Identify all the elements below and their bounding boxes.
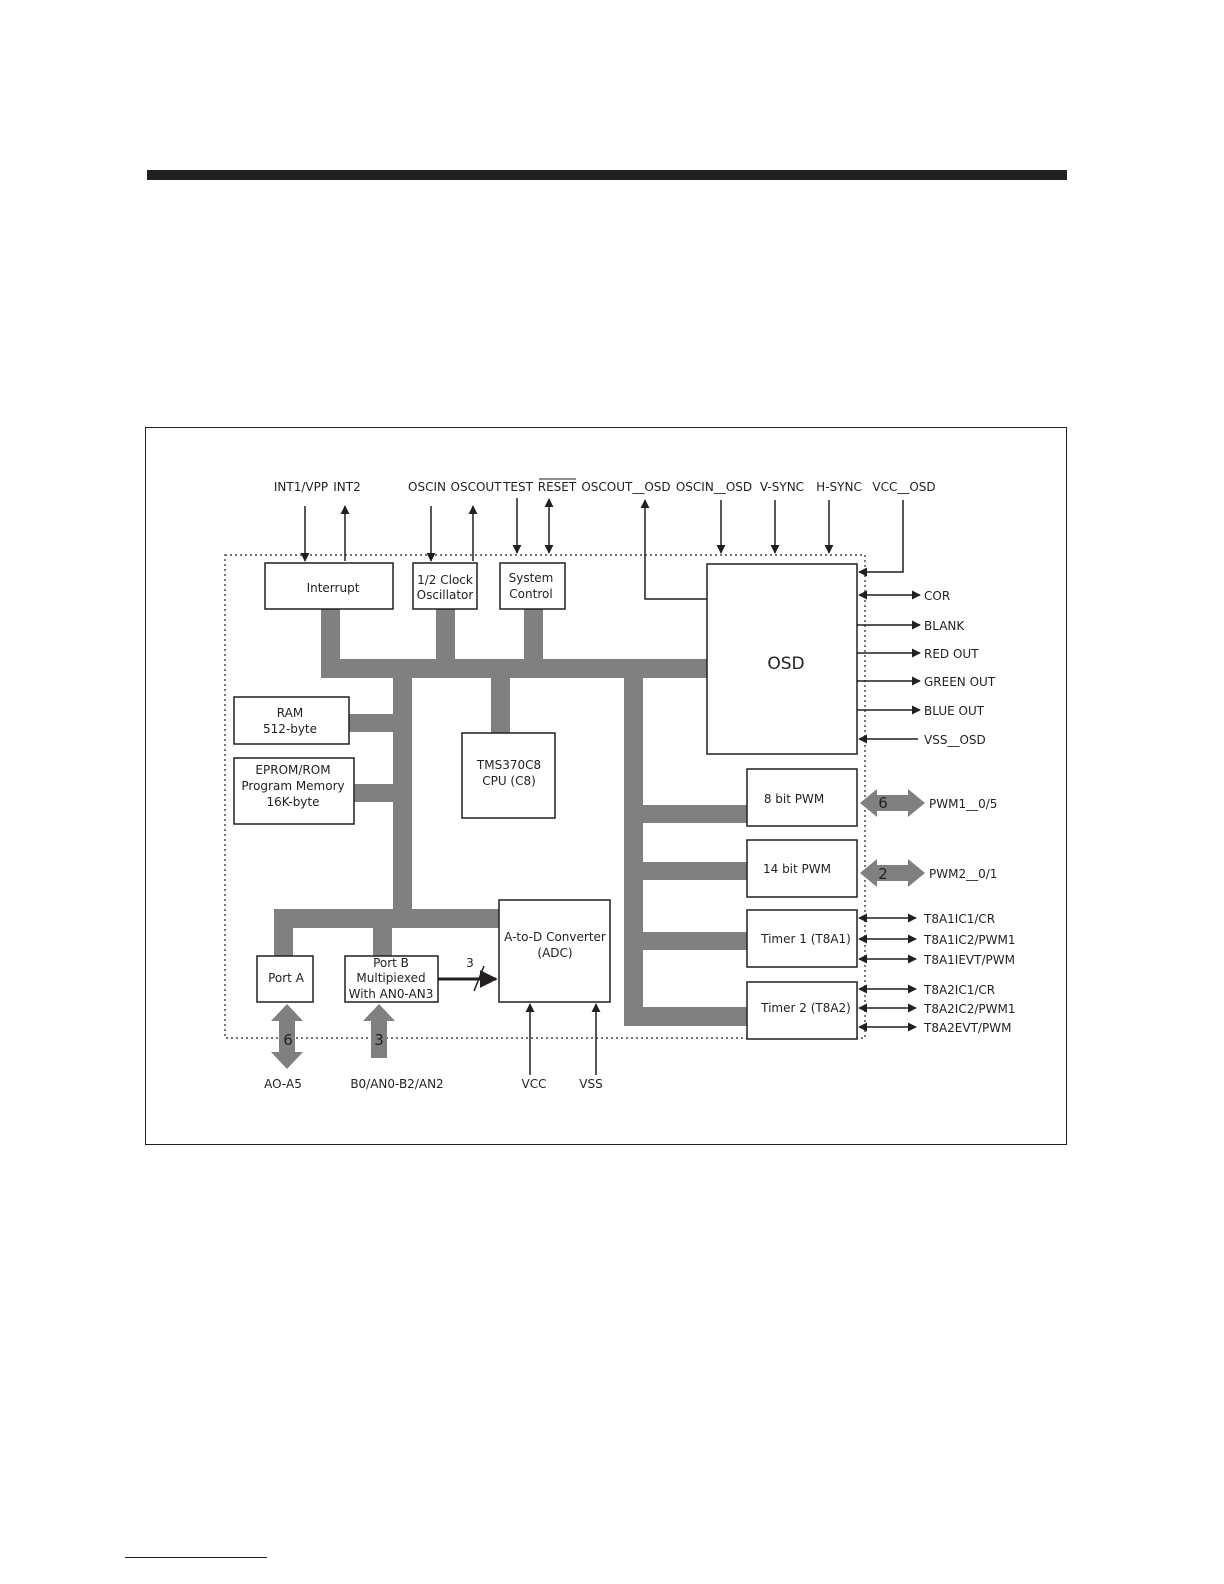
port-b-label-line1: Port B — [373, 956, 409, 970]
timer1-label: Timer 1 (T8A1) — [761, 932, 851, 946]
osd-out-vss-osd: VSS__OSD — [924, 733, 986, 747]
eprom-label-line3: 16K-byte — [266, 795, 320, 809]
osd-label: OSD — [767, 654, 805, 674]
cpu-label-line2: CPU (C8) — [482, 774, 536, 788]
timer1-pin-1: T8A1IC1/CR — [924, 912, 996, 926]
pwm2-label: PWM2__0/1 — [929, 867, 998, 881]
pin-int1-vpp: INT1/VPP — [273, 480, 329, 494]
pin-v-sync: V-SYNC — [759, 480, 805, 494]
ram-label-line2: 512-byte — [262, 722, 318, 736]
ram-label-line1: RAM — [276, 706, 304, 720]
system-control-label-line1: System — [508, 571, 554, 585]
osd-out-blue: BLUE OUT — [924, 704, 985, 718]
adc-label-line2: (ADC) — [537, 946, 573, 960]
timer2-pin-1: T8A2IC1/CR — [924, 983, 996, 997]
pin-int2: INT2 — [333, 480, 361, 494]
port-b-label-line2: Multipiexed — [356, 971, 426, 985]
port-b-pins-label: B0/AN0-B2/AN2 — [350, 1077, 444, 1091]
timer2-label: Timer 2 (T8A2) — [761, 1001, 851, 1015]
pin-reset: RESET — [537, 480, 577, 494]
port-a-count: 6 — [283, 1031, 293, 1049]
port-b-label-line3: With AN0-AN3 — [348, 987, 434, 1001]
pin-test: TEST — [503, 480, 533, 494]
eprom-label-line1: EPROM/ROM — [255, 763, 331, 777]
portb-adc-bus-count: 3 — [466, 956, 474, 970]
osd-out-green: GREEN OUT — [924, 675, 996, 689]
pwm1-label: PWM1__0/5 — [929, 797, 998, 811]
adc-supply-lines — [530, 1004, 596, 1075]
vcc-label: VCC — [521, 1077, 547, 1091]
eprom-label-line2: Program Memory — [241, 779, 345, 793]
clock-label-line2: Oscillator — [416, 588, 474, 602]
timer-pin-lines — [859, 918, 916, 1027]
ram-block — [234, 697, 349, 744]
pwm8-label: 8 bit PWM — [763, 792, 825, 806]
pin-h-sync: H-SYNC — [816, 480, 862, 494]
clock-label-line1: 1/2 Clock — [417, 573, 473, 587]
timer2-pin-3: T8A2EVT/PWM — [924, 1021, 1012, 1035]
pin-oscin: OSCIN — [408, 480, 446, 494]
pin-vcc-osd: VCC__OSD — [872, 480, 936, 494]
pin-oscin-osd: OSCIN__OSD — [675, 480, 753, 494]
system-control-block — [500, 563, 565, 609]
osd-output-lines — [857, 595, 920, 739]
port-a-label: Port A — [268, 971, 304, 985]
adc-label-line1: A-to-D Converter — [504, 930, 606, 944]
interrupt-label: Interrupt — [306, 581, 360, 595]
timer1-pin-2: T8A1IC2/PWM1 — [924, 933, 1016, 947]
system-control-label-line2: Control — [509, 587, 553, 601]
port-b-count: 3 — [374, 1031, 384, 1049]
osd-out-cor: COR — [924, 589, 951, 603]
cpu-label-line1: TMS370C8 — [476, 758, 542, 772]
vss-label: VSS — [579, 1077, 603, 1091]
timer1-pin-3: T8A1IEVT/PWM — [924, 953, 1015, 967]
pin-oscout: OSCOUT — [450, 480, 502, 494]
pin-oscout-osd: OSCOUT__OSD — [581, 480, 671, 494]
osd-out-blank: BLANK — [924, 619, 965, 633]
pwm14-label: 14 bit PWM — [762, 862, 832, 876]
pwm1-bus-arrow — [860, 789, 925, 817]
pwm2-count: 2 — [878, 865, 888, 883]
timer2-pin-2: T8A2IC2/PWM1 — [924, 1002, 1016, 1016]
port-a-pins-label: AO-A5 — [264, 1077, 302, 1091]
pwm2-bus-arrow — [860, 859, 925, 887]
osd-out-red: RED OUT — [924, 647, 979, 661]
pwm1-count: 6 — [878, 794, 888, 812]
